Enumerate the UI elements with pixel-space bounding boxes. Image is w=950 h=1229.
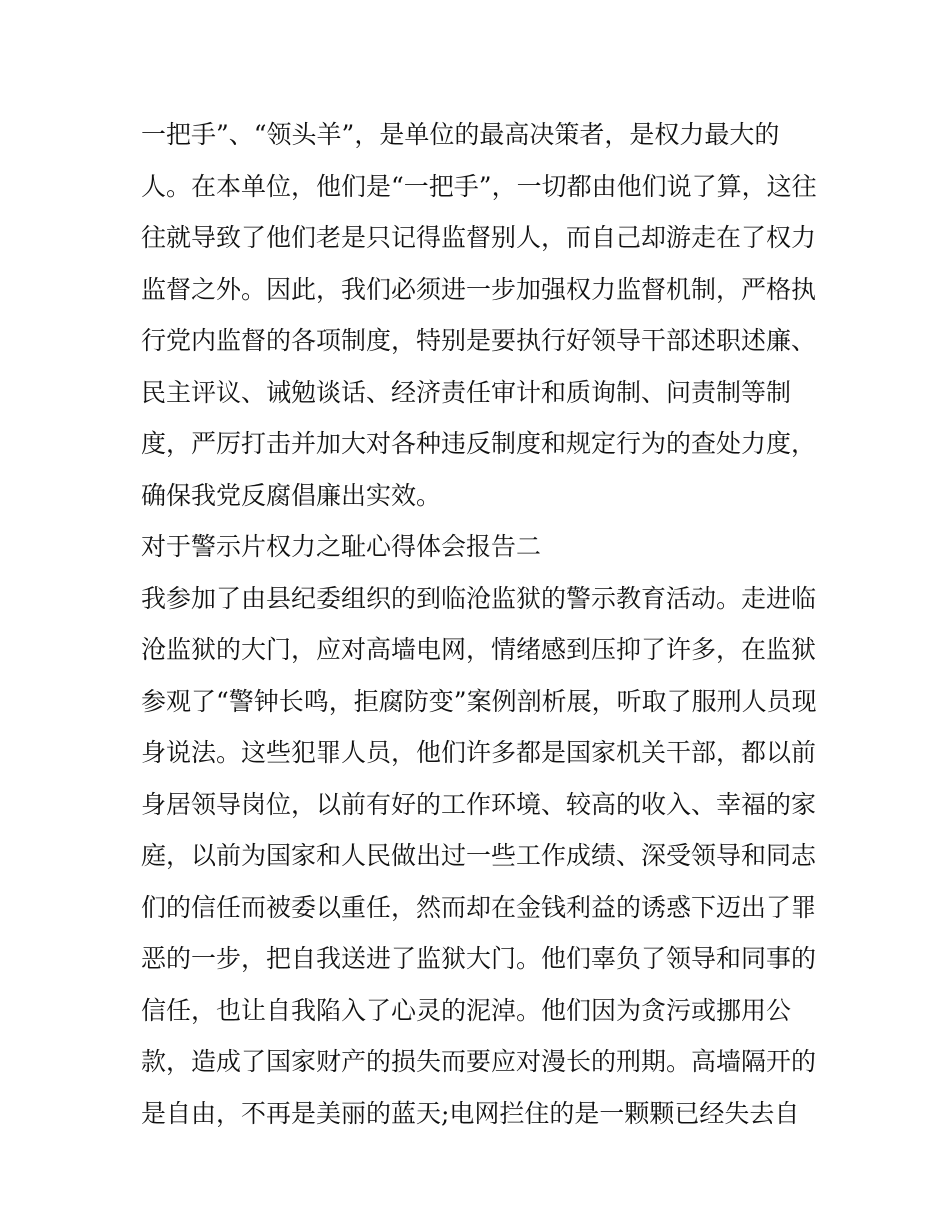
text-line: 款，造成了国家财产的损失而要应对漫长的刑期。高墙隔开的: [141, 1047, 817, 1076]
text-line: 参观了“警钟长鸣，拒腐防变”案例剖析展，听取了服刑人员现: [141, 686, 817, 716]
text-line: 民主评议、诫勉谈话、经济责任审计和质询制、问责制等制: [141, 377, 792, 407]
text-line: 身说法。这些犯罪人员，他们许多都是国家机关干部，都以前: [141, 738, 817, 767]
text-line: 人。在本单位，他们是“一把手”，一切都由他们说了算，这往: [141, 171, 817, 201]
text-line: 身居领导岗位，以前有好的工作环境、较高的收入、幸福的家: [141, 789, 817, 819]
text-line: 恶的一步，把自我送进了监狱大门。他们辜负了领导和同事的: [141, 944, 817, 973]
section-heading: 对于警示片权力之耻心得体会报告二: [141, 532, 542, 561]
text-line: 庭，以前为国家和人民做出过一些工作成绩、深受领导和同志: [141, 841, 817, 870]
text-line: 我参加了由县纪委组织的到临沧监狱的警示教育活动。走进临: [141, 583, 817, 613]
body-text: [141, 109, 821, 1139]
text-line: 行党内监督的各项制度，特别是要执行好领导干部述职述廉、: [141, 326, 817, 355]
text-line: 信任，也让自我陷入了心灵的泥淖。他们因为贪污或挪用公: [141, 995, 792, 1025]
text-line: 一把手”、“领头羊”，是单位的最高决策者，是权力最大的: [141, 120, 780, 149]
text-line: 度，严厉打击并加大对各种违反制度和规定行为的查处力度，: [141, 429, 817, 458]
text-line: 沧监狱的大门，应对高墙电网，情绪感到压抑了许多，在监狱: [141, 635, 817, 664]
text-line: 监督之外。因此，我们必须进一步加强权力监督机制，严格执: [141, 274, 817, 304]
text-line: 往就导致了他们老是只记得监督别人，而自己却游走在了权力: [141, 223, 817, 252]
text-line: 是自由，不再是美丽的蓝天;电网拦住的是一颗颗已经失去自: [141, 1098, 800, 1128]
text-line: 们的信任而被委以重任，然而却在金钱利益的诱惑下迈出了罪: [141, 892, 817, 922]
text-line: 确保我党反腐倡廉出实效。: [141, 480, 442, 510]
